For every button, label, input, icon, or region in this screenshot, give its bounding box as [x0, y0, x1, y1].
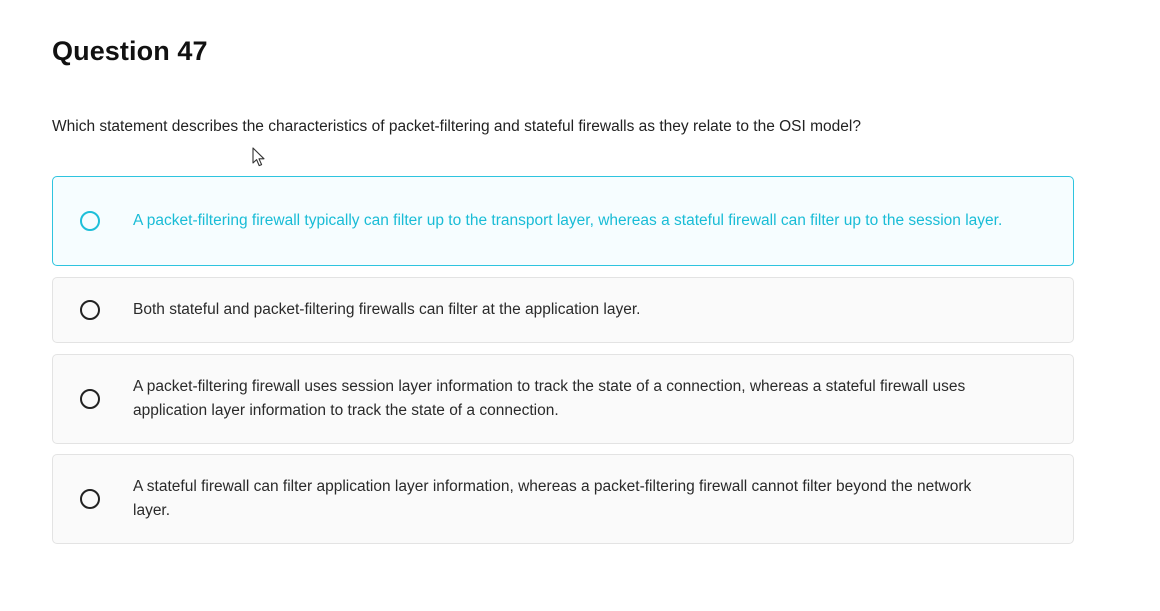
radio-circle-icon[interactable] [80, 489, 100, 509]
radio-circle-icon[interactable] [80, 211, 100, 231]
answer-option-c[interactable] [52, 354, 1074, 444]
question-title: Question 47 [52, 36, 208, 66]
answer-option-label: A packet-filtering firewall uses session layer information to track the state of a connection, whereas a stateful firewall uses application layer information to track the state of a connection. [133, 378, 966, 419]
question-text: Which statement describes the characteristics of packet-filtering and stateful firewalls as they relate to the OSI model? [52, 118, 861, 135]
radio-circle-icon[interactable] [80, 300, 100, 320]
answer-option-label: Both stateful and packet-filtering firewalls can filter at the application layer. [133, 301, 641, 318]
mouse-pointer-icon [252, 147, 266, 167]
answer-option-label: A stateful firewall can filter application layer information, whereas a packet-filtering firewall cannot filter beyond the network layer. [133, 478, 972, 519]
answer-option-a[interactable] [52, 176, 1074, 266]
radio-circle-icon[interactable] [80, 389, 100, 409]
answer-option-label: A packet-filtering firewall typically can filter up to the transport layer, whereas a stateful firewall can filter up to the session layer. [133, 212, 1003, 229]
answer-option-b[interactable] [52, 277, 1074, 343]
answer-option-d[interactable] [52, 454, 1074, 544]
